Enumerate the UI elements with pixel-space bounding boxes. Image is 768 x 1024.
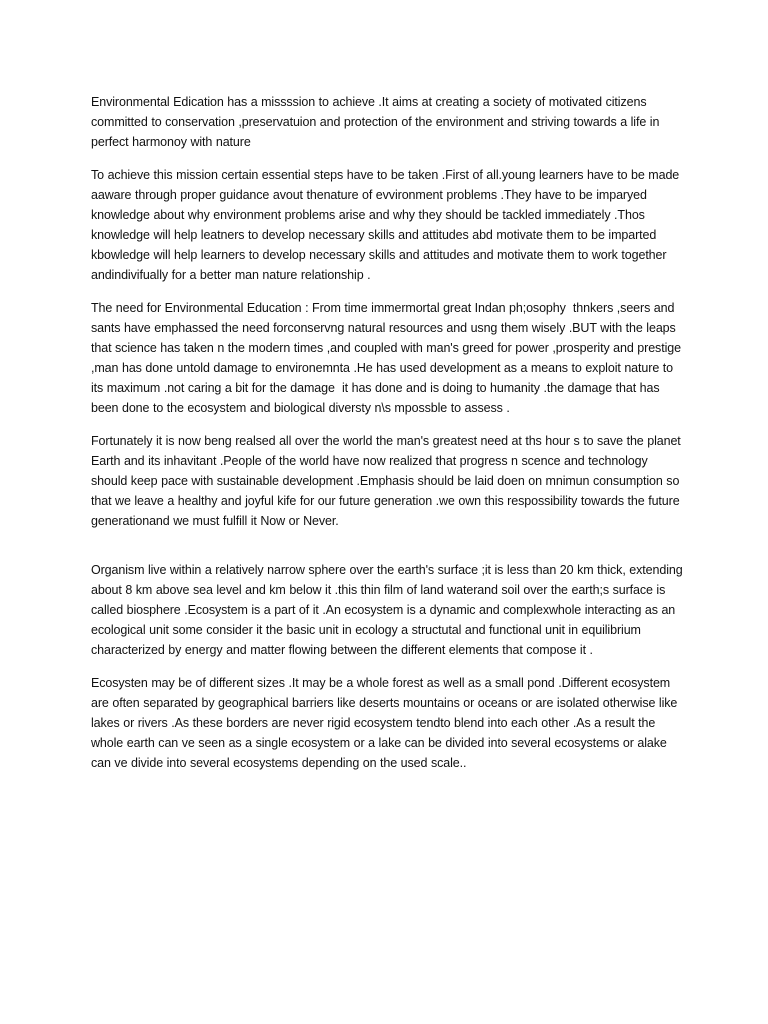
paragraph-ecosystem-sizes: Ecosysten may be of different sizes .It may be a whole forest as well as a small pond .Different ecosystem are often separated by geographical barriers like deserts mountains or oceans or are isolated otherwise like lakes or rivers .As these borders are never rigid ecosystem tendto blend into each other .As a result the whole earth can ve seen as a single ecosystem or a lake can be divided into several ecosystems or alake can ve divide into several ecosystems depending on the used scale..	[91, 676, 681, 770]
paragraph-mission: Environmental Edication has a missssion to achieve .It aims at creating a society of motivated citizens committed to conservation ,preservatuion and protection of the environment and striving towards a life in perfect harmonoy with nature	[91, 95, 663, 149]
paragraph-essential-steps: To achieve this mission certain essential steps have to be taken .First of all.young learners have to be made aaware through proper guidance avout thenature of evvironment problems .They have to be imparyed knowledge about why environment problems arise and why they should be tackled immediately .Thos knowledge will help leatners to develop necessary skills and attitudes abd motivate them to be imparted kbowledge will help learners to develop necessary skills and attitudes and motivate them to work together andindivifually for a better man nature relationship .	[91, 168, 683, 282]
document-body	[91, 92, 691, 786]
paragraph-biosphere: Organism live within a relatively narrow sphere over the earth's surface ;it is less than 20 km thick, extending about 8 km above sea level and km below it .this thin film of land waterand soil over the earth;s surface is called biosphere .Ecosystem is a part of it .An ecosystem is a dynamic and complexwhole interacting as an ecological unit some consider it the basic unit in ecology a structutal and functional unit in equilibrium characterized by energy and matter flowing between the different elements that compose it .	[91, 563, 687, 657]
paragraph-fortunately: Fortunately it is now beng realsed all over the world the man's greatest need at ths hour s to save the planet Earth and its inhavitant .People of the world have now realized that progress n scence and technology should keep pace with sustainable development .Emphasis should be laid doen on mnimun consumption so that we leave a healthy and joyful kife for our future generation .we own this respossibility towards the future generationand we must fulfill it Now or Never.	[91, 434, 691, 528]
paragraph-need-for-education: The need for Environmental Education : From time immermortal great Indan ph;osophy thnkers ,seers and sants have emphassed the need forconservng natural resources and usng them wisely .BUT with the leaps that science has taken n the modern times ,and coupled with man's greed for power ,prosperity and prestige ,man has done untold damage to environemnta .He has used development as a means to exploit nature to its maximum .not caring a bit for the damage it has done and is doing to humanity .the damage that has been done to the ecosystem and biological diversty n\s mpossble to assess .	[91, 301, 685, 415]
